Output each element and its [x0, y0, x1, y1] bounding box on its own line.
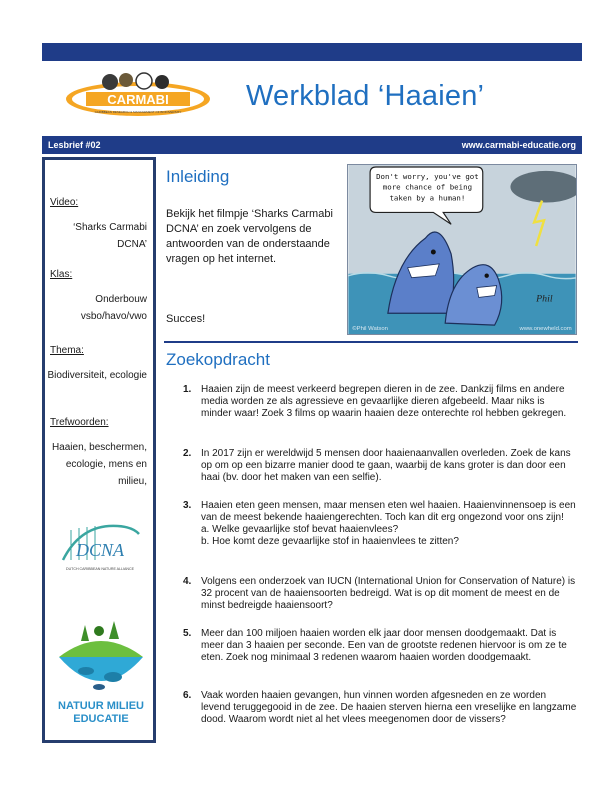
question-text: Vaak worden haaien gevangen, hun vinnen worden afgesneden en ze worden levend teruggegooid in de zee. De haaien sterven hierna een vreselijke en langzame dood. Waarom wordt niet al het vlees meegenomen door de vissers?	[201, 690, 577, 725]
question-number: 2.	[183, 448, 192, 459]
cartoon-signature: Phil	[536, 293, 553, 305]
question-6	[183, 690, 577, 726]
zoekopdracht-heading: Zoekopdracht	[166, 350, 270, 369]
info-bar	[42, 136, 582, 154]
question-text: Haaien zijn de meest verkeerd begrepen dieren in de zee. Dankzij films en andere media worden ze als agressieve en gevaarlijke dieren afgebeeld. Maar niks is minder waar! Zoek 3 films op waarin haaien deze onterechte rol hebben gekregen.	[201, 384, 567, 419]
question-text: Volgens een onderzoek van IUCN (International Union for Conservation of Nature) is 32 procent van de haaiensoorten bedreigd. Wat is op dit moment de meest en de minst bedreigde haaiensoort?	[201, 576, 576, 611]
question-text: Haaien eten geen mensen, maar mensen eten wel haaien. Haaienvinnensoep is een van de meest bekende haaiengerechten. Toch kan dit erg ongezond voor ons zijn!	[201, 500, 576, 523]
dcna-subtext: DUTCH CARIBBEAN NATURE ALLIANCE	[65, 567, 135, 571]
question-sub-b: b. Hoe komt deze gevaarlijke stof in haaienvlees te zitten?	[201, 536, 459, 547]
trefwoorden-label: Trefwoorden:	[50, 417, 109, 428]
question-sub-a: a. Welke gevaarlijke stof bevat haaienvlees?	[201, 524, 399, 535]
speech-bubble-text: Don't worry, you've got more chance of being taken by a human!	[376, 171, 479, 203]
question-3	[183, 500, 577, 548]
thema-label: Thema:	[50, 345, 84, 356]
nme-line1: NATUUR MILIEU	[58, 700, 144, 712]
question-number: 5.	[183, 628, 192, 639]
video-value: ‘Sharks Carmabi DCNA’	[73, 222, 147, 250]
succes-text: Succes!	[166, 313, 206, 325]
thema-value: Biodiversiteit, ecologie	[47, 370, 147, 381]
dcna-logo	[49, 520, 151, 576]
question-text: Meer dan 100 miljoen haaien worden elk jaar door mensen doodgemaakt. Dat is meer dan 3 haaien per seconde. Een van de grootste redenen hiervoor is om ze te eten. Zoek nog minimaal 3 redenen waarom haaien worden doodgemaakt.	[201, 628, 567, 663]
inleiding-heading: Inleiding	[166, 167, 230, 186]
question-4	[183, 576, 577, 612]
klas-value: Onderbouw vsbo/havo/vwo	[80, 294, 147, 322]
question-number: 1.	[183, 384, 192, 395]
question-1	[183, 384, 577, 420]
nme-line2: EDUCATIE	[73, 713, 129, 725]
shark-cartoon	[347, 164, 577, 335]
section-divider	[164, 341, 578, 343]
question-text: In 2017 zijn er wereldwijd 5 mensen door haaienaanvallen overleden. Zoek de kans op om op een bizarre manier dood te gaan, waarbij de kans groter is dan door een haai (bv. door het maken van een selfie).	[201, 448, 571, 483]
question-2	[183, 448, 577, 484]
video-label: Video:	[50, 197, 79, 208]
lesson-number: Lesbrief #02	[48, 140, 101, 150]
dcna-text: DCNA	[75, 540, 125, 560]
cartoon-credit-left: ©Phil Watson	[352, 326, 388, 333]
top-banner	[42, 43, 582, 61]
question-number: 6.	[183, 690, 192, 701]
question-number: 4.	[183, 576, 192, 587]
question-number: 3.	[183, 500, 192, 511]
carmabi-logo	[64, 72, 212, 118]
logo-text: CARMABI	[107, 92, 169, 107]
sidebar	[42, 157, 156, 743]
klas-label: Klas:	[50, 269, 73, 280]
trefwoorden-value: Haaien, beschermen, ecologie, mens en milieu,	[51, 442, 147, 487]
page-title: Werkblad ‘Haaien’	[246, 80, 485, 112]
question-5	[183, 628, 577, 664]
website-link[interactable]: www.carmabi-educatie.org	[461, 140, 576, 150]
logo-subtext: CARIBBEAN RESEARCH & MANAGEMENT OF BIODIVERSITY	[94, 110, 182, 114]
inleiding-text: Bekijk het filmpje ‘Sharks Carmabi DCNA’ en zoek vervolgens de antwoorden van de onderstaande vragen op het internet.	[166, 208, 333, 265]
natuur-milieu-educatie-logo	[51, 605, 151, 725]
cartoon-credit-right: www.onewheld.com	[519, 326, 572, 333]
